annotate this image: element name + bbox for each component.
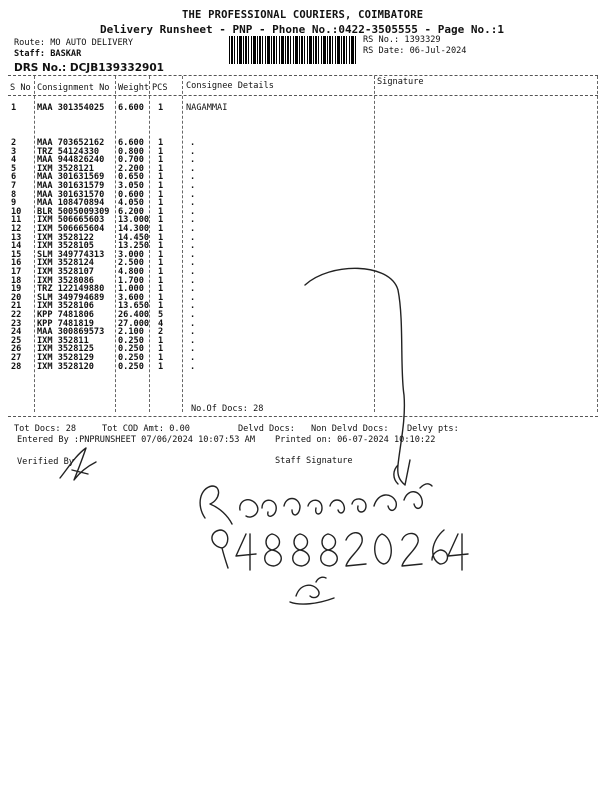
delvy-pts: Delvy pts:: [407, 424, 459, 434]
row-sno: 24: [11, 327, 22, 338]
row-consignment: SLM 349794689: [37, 292, 105, 303]
row-pcs: 1: [158, 146, 164, 157]
row-weight: 13.650: [118, 301, 150, 312]
row-sno: 27: [11, 353, 22, 363]
row-consignment: IXM 3528120: [37, 361, 94, 372]
row-weight: 3.050: [118, 181, 144, 191]
row-sno: 16: [11, 258, 22, 269]
row-sno: 8: [11, 189, 17, 200]
row-sno: 4: [11, 155, 17, 166]
row-pcs: 2: [158, 327, 164, 338]
row-consignment: IXM 352811: [37, 335, 89, 346]
row-consignment: IXM 506665604: [37, 224, 105, 234]
row-consignment: IXM 3528105: [37, 241, 94, 252]
row-consignment: IXM 3528121: [37, 163, 94, 174]
row-weight: 4.050: [118, 198, 144, 209]
row-consignee: .: [190, 215, 196, 226]
row-sno: 3: [11, 146, 17, 157]
row-pcs: 1: [158, 301, 164, 312]
row-weight: 0.250: [118, 361, 144, 372]
handwritten-arrow: [305, 268, 410, 485]
row-pcs: 1: [158, 361, 164, 372]
row-consignee: NAGAMMAI: [186, 103, 228, 113]
row-pcs: 1: [158, 181, 164, 191]
row-consignee: .: [190, 146, 196, 157]
row-consignment: MAA 300869573: [37, 327, 105, 338]
row-pcs: 5: [158, 310, 164, 320]
row-weight: 1.700: [118, 275, 144, 286]
row-sno: 9: [11, 198, 17, 209]
row-pcs: 1: [158, 172, 164, 183]
row-consignee: .: [190, 361, 196, 372]
row-weight: 3.600: [118, 292, 144, 303]
row-weight: 14.300: [118, 224, 150, 234]
row-pcs: 1: [158, 155, 164, 166]
col-sno: S No: [10, 83, 31, 93]
row-weight: 13.250: [118, 241, 150, 252]
row-sno: 2: [11, 138, 17, 148]
row-weight: 13.000: [118, 215, 150, 226]
row-consignee: .: [190, 181, 196, 191]
row-weight: 1.000: [118, 284, 144, 295]
rs-number: RS No.: 1393329: [363, 35, 441, 45]
row-sno: 19: [11, 284, 22, 295]
row-weight: 0.650: [118, 172, 144, 183]
row-weight: 0.250: [118, 335, 144, 346]
verified-scribble: [60, 448, 96, 480]
row-sno: 6: [11, 172, 17, 183]
row-sno: 28: [11, 361, 22, 372]
row-consignee: .: [190, 172, 196, 183]
staff-signature-label: Staff Signature: [275, 456, 353, 466]
row-consignee: .: [190, 189, 196, 200]
row-sno: 10: [11, 206, 22, 217]
handwritten-phone: [212, 530, 468, 570]
row-sno: 14: [11, 241, 22, 252]
row-pcs: 1: [158, 206, 164, 217]
row-consignment: MAA 944826240: [37, 155, 105, 166]
col-pcs: PCS: [152, 83, 168, 93]
row-consignee: .: [190, 284, 196, 295]
row-weight: 4.800: [118, 267, 144, 277]
row-weight: 0.800: [118, 146, 144, 157]
row-consignment: IXM 3528086: [37, 275, 94, 286]
row-consignment: KPP 7481819: [37, 318, 94, 329]
row-consignment: MAA 301631579: [37, 181, 105, 191]
drs-number: DRS No.: DCJB139332901: [14, 62, 164, 74]
delvd-docs: Delvd Docs:: [238, 424, 295, 434]
handwritten-scribble: [290, 577, 334, 604]
row-consignee: .: [190, 155, 196, 166]
row-pcs: 1: [158, 224, 164, 234]
row-weight: 2.100: [118, 327, 144, 338]
row-consignment: BLR 5005009309: [37, 206, 110, 217]
row-weight: 0.700: [118, 155, 144, 166]
row-pcs: 1: [158, 232, 164, 243]
row-consignment: KPP 7481806: [37, 310, 94, 320]
row-pcs: 1: [158, 198, 164, 209]
row-consignment: IXM 3528125: [37, 344, 94, 355]
row-weight: 6.600: [118, 138, 144, 148]
row-consignee: .: [190, 241, 196, 252]
row-consignee: .: [190, 224, 196, 234]
row-consignee: .: [190, 267, 196, 277]
printed-on: Printed on: 06-07-2024 10:10:22: [275, 435, 436, 445]
rs-date: RS Date: 06-Jul-2024: [363, 46, 467, 56]
row-consignment: MAA 703652162: [37, 138, 105, 148]
row-pcs: 1: [158, 335, 164, 346]
row-sno: 26: [11, 344, 22, 355]
row-sno: 12: [11, 224, 22, 234]
row-pcs: 1: [158, 267, 164, 277]
row-consignment: MAA 301631570: [37, 189, 105, 200]
col-weight: Weight: [118, 83, 150, 93]
row-consignee: .: [190, 275, 196, 286]
entered-by: Entered By :PNPRUNSHEET 07/06/2024 10:07:53 AM: [17, 435, 255, 445]
row-consignee: .: [190, 163, 196, 174]
row-pcs: 1: [158, 249, 164, 260]
row-sno: 23: [11, 318, 22, 329]
row-sno: 11: [11, 215, 22, 226]
row-sno: 25: [11, 335, 22, 346]
row-pcs: 1: [158, 241, 164, 252]
route-text: Route: MO AUTO DELIVERY: [14, 38, 133, 48]
row-weight: 27.000: [118, 318, 150, 329]
row-pcs: 1: [158, 215, 164, 226]
row-sno: 1: [11, 103, 17, 113]
row-weight: 0.250: [118, 353, 144, 363]
row-consignee: .: [190, 138, 196, 148]
staff-text: Staff: BASKAR: [14, 49, 82, 59]
tot-docs: Tot Docs: 28: [14, 424, 77, 434]
row-sno: 7: [11, 181, 17, 191]
row-consignee: .: [190, 353, 196, 363]
row-weight: 2.500: [118, 258, 144, 269]
non-delvd-docs: Non Delvd Docs:: [311, 424, 389, 434]
runsheet-subtitle: Delivery Runsheet - PNP - Phone No.:0422-3505555 - Page No.:1: [100, 23, 504, 36]
row-sno: 21: [11, 301, 22, 312]
row-weight: 6.200: [118, 206, 144, 217]
row-sno: 18: [11, 275, 22, 286]
row-sno: 20: [11, 292, 22, 303]
row-consignment: IXM 506665603: [37, 215, 105, 226]
row-consignment: MAA 301354025: [37, 103, 105, 113]
row-consignee: .: [190, 318, 196, 329]
row-pcs: 1: [158, 353, 164, 363]
row-pcs: 1: [158, 292, 164, 303]
row-pcs: 1: [158, 103, 164, 113]
row-consignment: IXM 3528107: [37, 267, 94, 277]
row-sno: 13: [11, 232, 22, 243]
row-consignment: IXM 3528124: [37, 258, 94, 269]
row-consignment: TRZ 54124330: [37, 146, 100, 157]
row-weight: 26.400: [118, 310, 150, 320]
row-consignee: .: [190, 206, 196, 217]
row-weight: 3.000: [118, 249, 144, 260]
row-consignment: TRZ 122149880: [37, 284, 105, 295]
row-consignment: IXM 3528122: [37, 232, 94, 243]
row-consignee: .: [190, 198, 196, 209]
company-title: THE PROFESSIONAL COURIERS, COIMBATORE: [182, 9, 424, 21]
row-consignee: .: [190, 344, 196, 355]
row-weight: 2.200: [118, 163, 144, 174]
row-weight: 0.250: [118, 344, 144, 355]
row-sno: 15: [11, 249, 22, 260]
row-sno: 22: [11, 310, 22, 320]
row-consignee: .: [190, 258, 196, 269]
tot-cod-amt: Tot COD Amt: 0.00: [102, 424, 190, 434]
row-consignee: .: [190, 301, 196, 312]
row-consignee: .: [190, 292, 196, 303]
row-weight: 14.450: [118, 232, 150, 243]
row-consignment: IXM 3528106: [37, 301, 94, 312]
row-consignee: .: [190, 232, 196, 243]
col-consignee: Consignee Details: [186, 81, 274, 91]
row-pcs: 1: [158, 163, 164, 174]
row-consignment: IXM 3528129: [37, 353, 94, 363]
row-consignment: SLM 349774313: [37, 249, 105, 260]
row-sno: 5: [11, 163, 17, 174]
row-weight: 6.600: [118, 103, 144, 113]
no-of-docs: No.Of Docs: 28: [191, 404, 264, 414]
col-consignment: Consignment No: [37, 83, 110, 93]
row-pcs: 1: [158, 258, 164, 269]
row-pcs: 1: [158, 138, 164, 148]
row-pcs: 1: [158, 344, 164, 355]
row-consignee: .: [190, 249, 196, 260]
row-consignment: MAA 108470894: [37, 198, 105, 209]
row-consignee: .: [190, 310, 196, 320]
row-pcs: 1: [158, 275, 164, 286]
handwritten-name: [200, 484, 432, 524]
row-pcs: 1: [158, 189, 164, 200]
row-pcs: 1: [158, 284, 164, 295]
row-consignment: MAA 301631569: [37, 172, 105, 183]
row-pcs: 4: [158, 318, 164, 329]
verified-by: Verified By: [17, 457, 74, 467]
row-sno: 17: [11, 267, 22, 277]
col-signature: Signature: [377, 77, 424, 87]
row-consignee: .: [190, 327, 196, 338]
row-weight: 0.600: [118, 189, 144, 200]
row-consignee: .: [190, 335, 196, 346]
